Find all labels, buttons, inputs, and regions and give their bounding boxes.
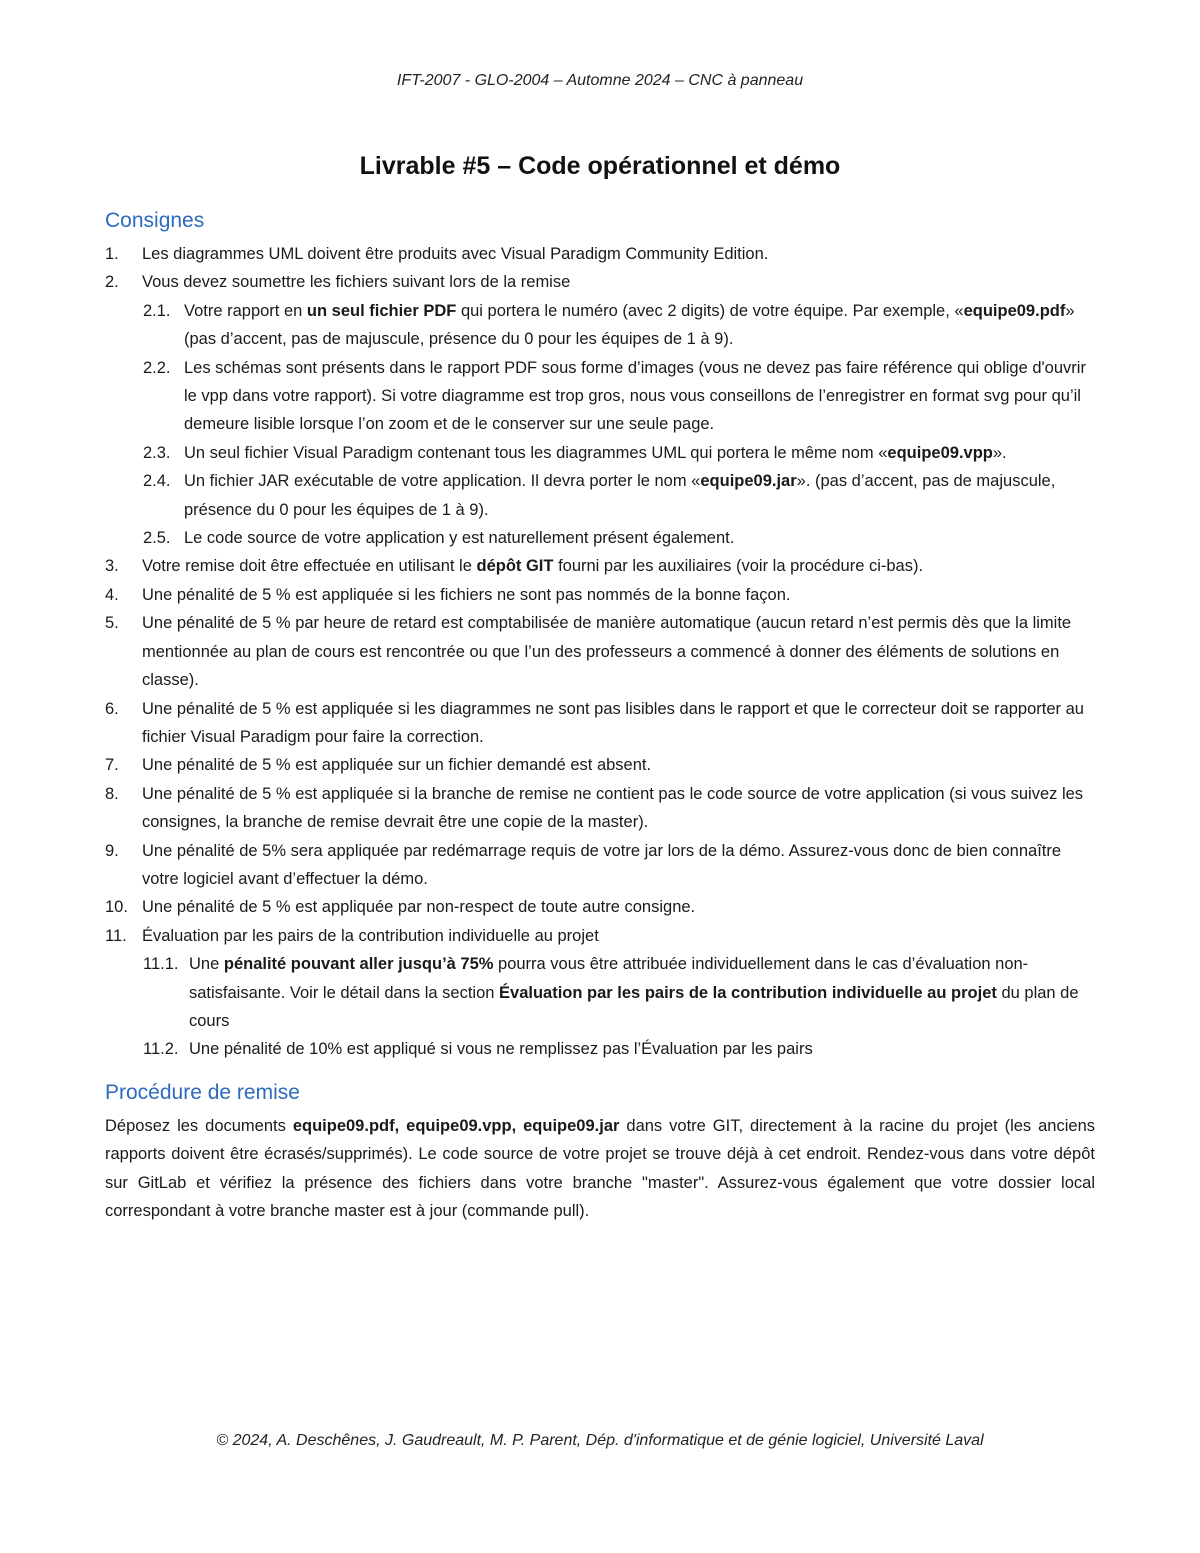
item-text: du plan de cours bbox=[189, 983, 1079, 1030]
item-text: pourra vous être attribuée individuellement dans le cas d’évaluation non-satisfaisante. Voir le détail dans la section bbox=[189, 955, 1029, 1002]
consignes-heading: Consignes bbox=[105, 209, 205, 232]
list-subitem bbox=[105, 467, 1095, 524]
item-text: » (pas d’accent, pas de majuscule, présence du 0 pour les équipes de 1 à 9). bbox=[184, 301, 1075, 349]
page-footer: © 2024, A. Deschênes, J. Gaudreault, M. P. Parent, Dép. d'informatique et de génie logiciel, Université Laval bbox=[216, 1432, 984, 1449]
item-text-bold: equipe09.pdf bbox=[963, 301, 1066, 320]
item-text-bold: Évaluation par les pairs de la contribution individuelle au projet bbox=[499, 983, 997, 1002]
document-title: Livrable #5 – Code opérationnel et démo bbox=[359, 152, 841, 180]
procedure-section bbox=[105, 1078, 1095, 1226]
item-text-bold: pénalité pouvant aller jusqu’à 75% bbox=[223, 955, 494, 974]
item-number: 11. bbox=[105, 926, 127, 945]
list-subitem bbox=[105, 1035, 1095, 1063]
item-text: Une pénalité de 5 % par heure de retard est comptabilisée de manière automatique (aucun retard n’est permis dès que la limite mentionnée au plan de cours est rencontrée ou que l’un des professeurs a commencé à donner des éléments de solutions en classe). bbox=[142, 614, 1072, 690]
list-item bbox=[105, 581, 1095, 609]
para-text: dans votre GIT, directement à la racine du projet (les anciens rapports doivent être écrasés/supprimés). Le code source de votre projet se trouve déjà à cet endroit. Rendez-vous dans votre dépôt sur GitLab et vérifiez la présence des fichiers dans votre branche "master". Assurez-vous également que votre dossier local correspondant à votre branche master est à jour (commande pull). bbox=[105, 1116, 1095, 1220]
item-text: fourni par les auxiliaires (voir la procédure ci-bas). bbox=[553, 557, 924, 576]
item-number: 7. bbox=[105, 756, 119, 775]
item-text: Une pénalité de 10% est appliqué si vous ne remplissez pas l’Évaluation par les pairs bbox=[189, 1040, 813, 1059]
document-body bbox=[105, 206, 1095, 1225]
item-text: ». bbox=[992, 443, 1007, 462]
item-text: Une pénalité de 5% sera appliquée par redémarrage requis de votre jar lors de la démo. Assurez-vous donc de bien connaître votre logiciel avant d’effectuer la démo. bbox=[142, 841, 1062, 888]
item-text: Votre remise doit être effectuée en utilisant le bbox=[142, 557, 477, 576]
procedure-heading: Procédure de remise bbox=[105, 1080, 300, 1104]
item-text: Une bbox=[189, 955, 224, 974]
item-text: Un fichier JAR exécutable de votre application. Il devra porter le nom « bbox=[184, 472, 701, 491]
item-text-bold: dépôt GIT bbox=[476, 557, 554, 576]
list-item bbox=[105, 268, 1095, 296]
item-number: 8. bbox=[105, 784, 119, 803]
para-text: Déposez les documents bbox=[105, 1116, 293, 1135]
list-item bbox=[105, 240, 1095, 268]
item-text: Une pénalité de 5 % est appliquée si les fichiers ne sont pas nommés de la bonne façon. bbox=[142, 585, 791, 604]
item-text: Vous devez soumettre les fichiers suivant lors de la remise bbox=[142, 273, 571, 292]
item-number: 2.4. bbox=[143, 472, 171, 491]
item-text: Les schémas sont présents dans le rapport PDF sous forme d’images (vous ne devez pas faire référence qui oblige d'ouvrir le vpp dans votre rapport). Si votre diagramme est trop gros, nous vous conseillons de l’enregistrer en format svg pour qu’il demeure lisible lorsque l’on zoom et de le conserver sur une seule page. bbox=[184, 358, 1086, 434]
item-text: Le code source de votre application y est naturellement présent également. bbox=[184, 529, 735, 548]
list-subitem bbox=[105, 524, 1095, 552]
para-text-bold: equipe09.pdf, equipe09.vpp, equipe09.jar bbox=[292, 1116, 620, 1135]
consignes-list bbox=[105, 240, 1095, 1064]
item-number: 10. bbox=[105, 898, 128, 917]
item-text: Évaluation par les pairs de la contribution individuelle au projet bbox=[142, 926, 599, 945]
item-number: 11.2. bbox=[143, 1040, 179, 1059]
item-text: Les diagrammes UML doivent être produits avec Visual Paradigm Community Edition. bbox=[142, 245, 769, 263]
list-item bbox=[105, 922, 1095, 950]
item-text: Une pénalité de 5 % est appliquée si les diagrammes ne sont pas lisibles dans le rapport et que le correcteur doit se rapporter au fichier Visual Paradigm pour faire la correction. bbox=[142, 699, 1084, 746]
item-text-bold: un seul fichier PDF bbox=[306, 301, 457, 320]
list-subitem bbox=[105, 439, 1095, 467]
list-item bbox=[105, 780, 1095, 837]
item-number: 6. bbox=[105, 699, 119, 718]
item-text-bold: equipe09.vpp bbox=[887, 443, 993, 462]
item-text: Une pénalité de 5 % est appliquée si la branche de remise ne contient pas le code source de votre application (si vous suivez les consignes, la branche de remise devrait être une copie de la master). bbox=[142, 784, 1084, 832]
list-item bbox=[105, 893, 1095, 921]
item-number: 4. bbox=[105, 585, 119, 604]
item-text: Une pénalité de 5 % est appliquée par non-respect de toute autre consigne. bbox=[142, 898, 696, 917]
list-item bbox=[105, 552, 1095, 580]
item-text: Votre rapport en bbox=[184, 301, 307, 320]
item-number: 2.3. bbox=[143, 443, 171, 462]
item-number: 9. bbox=[105, 841, 119, 860]
list-item bbox=[105, 751, 1095, 779]
item-number: 2. bbox=[105, 273, 119, 292]
list-item bbox=[105, 695, 1095, 752]
list-subitem bbox=[105, 297, 1095, 354]
list-subitem bbox=[105, 950, 1095, 1035]
item-number: 2.1. bbox=[143, 301, 171, 320]
item-number: 5. bbox=[105, 614, 119, 633]
item-text-bold: equipe09.jar bbox=[700, 472, 797, 491]
item-text: Un seul fichier Visual Paradigm contenant tous les diagrammes UML qui portera le même nom « bbox=[184, 443, 888, 462]
item-number: 11.1. bbox=[143, 955, 179, 974]
item-text: qui portera le numéro (avec 2 digits) de votre équipe. Par exemple, « bbox=[456, 301, 964, 320]
page-header: IFT-2007 - GLO-2004 – Automne 2024 – CNC à panneau bbox=[396, 72, 804, 89]
procedure-paragraph bbox=[105, 1112, 1095, 1226]
item-number: 1. bbox=[105, 245, 119, 263]
list-item bbox=[105, 609, 1095, 694]
list-subitem bbox=[105, 354, 1095, 439]
item-number: 3. bbox=[105, 557, 119, 576]
item-text: Une pénalité de 5 % est appliquée sur un fichier demandé est absent. bbox=[142, 756, 652, 775]
item-text: ». (pas d’accent, pas de majuscule, présence du 0 pour les équipes de 1 à 9). bbox=[184, 472, 1056, 519]
list-item bbox=[105, 837, 1095, 894]
item-number: 2.2. bbox=[143, 358, 171, 377]
item-number: 2.5. bbox=[143, 529, 171, 548]
